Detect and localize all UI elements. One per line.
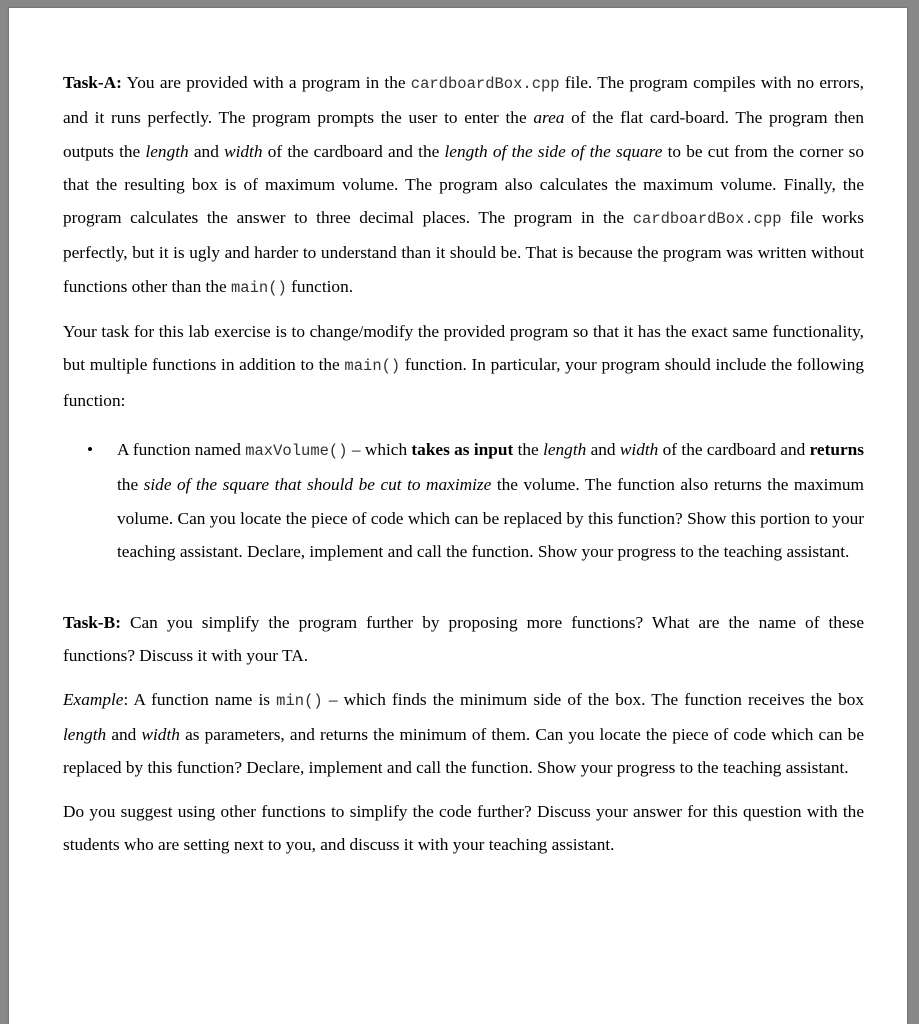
text-run: and [188,141,225,161]
function-maxvolume: maxVolume() [245,441,348,460]
function-main: main() [344,357,401,376]
text-run: – which [347,439,412,459]
text-run: Can you simplify the program further by proposing more functions? What are the name of these functions? Discuss it with your TA. [63,613,864,666]
text-run: Your task for this lab exercise is to change/modify the provided program so that it has the exact same functionality, but multiple functions in addition to the [63,322,864,375]
emphasis-side-length: length of the side of the square [444,141,663,161]
emphasis-length: length [543,439,587,459]
text-run: the volume. The function also returns the maximum volume. Can you locate the piece of code which can be replaced by this function? Show this portion to your teaching assistant. Declare, implement and call the function. Show your progress to the teaching assistant. [117,475,864,561]
example-label: Example [63,689,124,709]
emphasis-length: length [63,725,107,745]
task-b-label: Task-B: [63,613,121,633]
function-min: min() [276,691,323,710]
text-run: and [586,439,620,459]
list-item [63,433,864,568]
emphasis-width: width [619,439,659,459]
text-run: function. In particular, your program should include the following function: [63,355,865,410]
emphasis-area: area [533,108,565,128]
text-run: : A function name is [123,689,277,709]
bullet-icon: • [87,439,94,459]
text-run: file. The program compiles with no errors, and it runs perfectly. The program prompts the user to enter the [63,73,864,128]
task-a-label: Task-A: [63,73,122,92]
emphasis-side-square: side of the square that should be cut to maximize [143,475,492,495]
document-body [63,66,864,861]
bold-takes-as-input: takes as input [411,439,514,459]
task-a-paragraph [63,66,864,305]
text-run: to be cut from the corner so that the resulting box is of maximum volume. The program also calculates the maximum volume. Finally, the program calculates the answer to three decimal places. The program in the [63,141,865,228]
bullet-list [63,433,864,568]
emphasis-width: width [141,725,180,745]
text-run: of the cardboard and the [262,141,445,161]
text-run: of the cardboard and [658,439,810,459]
text-run: the [513,439,544,459]
text-run: as parameters, and returns the minimum of them. Can you locate the piece of code which can be replaced by this function? Declare, implement and call the function. Show your progress to the teaching assistant. [63,725,864,778]
text-run: file works perfectly, but it is ugly and harder to understand than it should be. That is because the program was written without functions other than the [63,208,864,296]
text-run: of the flat card-board. The program then outputs the [63,108,864,161]
emphasis-length: length [145,141,189,161]
filename-cardboardbox: cardboardBox.cpp [410,75,560,93]
text-run: and [106,725,142,745]
bold-returns: returns [809,439,864,459]
text-run: function. [286,276,354,296]
filename-cardboardbox: cardboardBox.cpp [632,210,782,229]
closing-paragraph: Do you suggest using other functions to simplify the code further? Discuss your answer for this question with the students who are setting next to you, and discuss it with your teaching assistant. [63,801,864,854]
task-b-paragraph [63,606,864,673]
emphasis-width: width [224,141,263,161]
document-page [9,8,907,1024]
example-paragraph [63,683,864,785]
function-main: main() [230,278,287,297]
text-run: the [117,475,144,495]
text-run: A function named [117,439,246,459]
task-description-paragraph [63,315,864,417]
text-run: – which finds the minimum side of the box. The function receives the box [322,689,864,709]
text-run: You are provided with a program in the [121,73,411,92]
